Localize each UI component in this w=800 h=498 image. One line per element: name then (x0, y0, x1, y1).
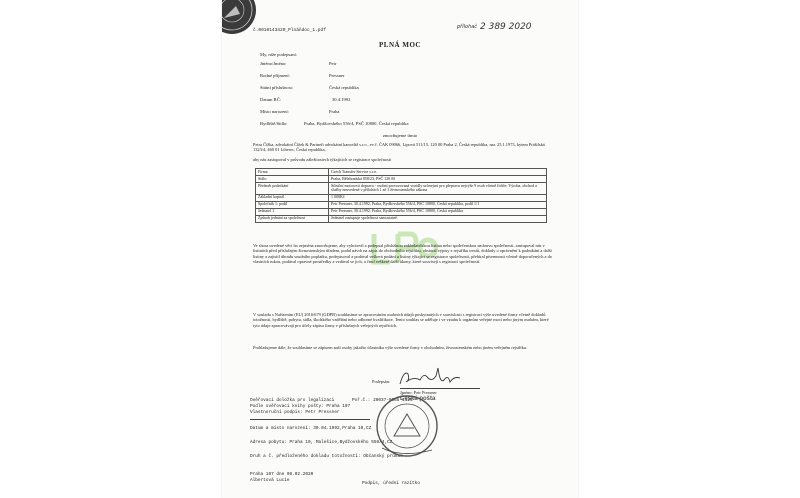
authorization-paragraph: Ve shora uvedené věci ho zejména zmocňujeme, aby vyhotovil a podepsal příslušnou zakladatelskou listinu nebo společenskou smlouvu společnosti, zastupoval nás v listinách před příslušným živnostenským úřadem, podal návrh na zápis do obchodního rejstříku, obstaral výpisy z rejstříku trestů, doklady o oprávnění k podnikání a další listiny a zajistil úhradu soudního poplatku, podepisoval a podával veškerá podání a listiny týkající se registrace společnosti, přebíral písemnosti včetně doporučených a do vlastních rukou, podával opravné prostředky a vzdával se jich, a činil veškeré další úkony, které souvisejí s registrací společnosti. (253, 243, 552, 265)
verification-line-1: Ověřovací doložka pro legalizaci (250, 398, 335, 403)
document-filename: č.0010143420_Plnáňdoc_1.pdf (253, 28, 326, 33)
table-value: Petr Pressner, 30.4.1992, Praha, Bydžovského 556/4, PSČ 10800, Česká republika, podíl 1/1 (329, 201, 547, 208)
table-row (256, 194, 547, 201)
field-label-address: Bydliště/Sídlo: (260, 121, 288, 126)
stamp-signature-caption: Podpis, úřední razítko (362, 481, 420, 486)
field-value-name: Petr (329, 61, 337, 66)
table-key: Firma (256, 169, 329, 176)
field-label-birthplace: Místo narození: (260, 109, 289, 114)
stamp-seal-top-left (222, 0, 256, 44)
table-key: Jednatel 1 (256, 208, 329, 215)
table-key: Způsob jednání za společnost (256, 215, 329, 222)
verification-line-5: Adresa pobytu: Praha 10, Malešice,Bydžovského 556/4,CZ (250, 440, 393, 445)
verification-line-6: Druh a č. předloženého dokladu totožnosti: Občanský průkaz (250, 454, 403, 459)
table-row (256, 201, 547, 208)
table-key: Sídlo (256, 175, 329, 182)
consent-paragraph: Prohlašujeme dále, že souhlasíme se zápisem naší osoby jakožto účastníka výše uvedené firmy v obchodním, živnostenském nebo jiném veřejném rejstříku. (253, 345, 528, 350)
grant-heading: zmocňujeme tímto (382, 133, 418, 138)
field-label-citizenship: Státní příslušnost: (260, 85, 294, 90)
field-label-birthdate: Datum RČ: (260, 97, 282, 102)
table-row (256, 175, 547, 182)
verification-line-7: Praha 107 dne 06.02.2020 (250, 472, 314, 477)
table-value: Praha, Bělehradská 858/23, PSČ 120 00 (329, 175, 547, 182)
verification-line-3: Vlastnoruční podpis: Petr Pressner (250, 410, 340, 415)
gdpr-paragraph: V souladu s Nařízením (EU) 2016/679 (GDPR) souhlasíme se zpracováním osobních údajů poskytnutých v souvislosti s registrací výše uvedené firmy včetně dokladů totožnosti, bydliště, pobytu, sídla, školského vzdělání nebo odborné kvalifikace. Tento souhlas se uděluje i ve vztahu k orgánům veřejné moci nebo jiným osobám, které tyto údaje zpracovávají pro účely zápisu firmy v příslušných veřejných rejstřících. (253, 312, 549, 328)
table-value: 1 000Kč (329, 194, 547, 201)
agent-paragraph: Petra Čížka, advokátní Čížek & Partneři advokátní kancelář s.r.o., ev.č. ČAK 09066, Lipová 511/15, 120 00 Praha 2, Česká republika, nar. 25.1.1973, bytem Prášilská 1323/4, 460 01 Liberec, Česká republika, (253, 142, 545, 153)
verification-line-2: Podle ověřovací knihy pošty: Praha 107 (250, 404, 351, 409)
verification-line-4: Datum a místo narození: 30.04.1992,Praha 10,CZ (250, 426, 372, 431)
field-value-citizenship: Česká republika (329, 85, 359, 90)
table-value: Jednatel zastupuje společnost samostatně. (329, 215, 547, 222)
field-label-surname: Rodné příjmení: (260, 73, 290, 78)
company-table (255, 168, 547, 223)
handwritten-signature-icon (398, 366, 468, 390)
handwritten-prefix: přílohač (457, 24, 478, 30)
table-key: Společník 1; podíl (256, 201, 329, 208)
document-title: PLNÁ MOC (379, 41, 421, 49)
table-row (256, 208, 547, 215)
verification-line-8: Albertová Lucie (250, 478, 290, 483)
field-value-surname: Pressner (329, 73, 345, 78)
table-row (256, 169, 547, 176)
signature-label: Podepsán: (372, 379, 391, 384)
table-value: Petr Pressner, 30.4.1992, Praha, Bydžovského 556/4, PSČ 10800, Česká republika (329, 208, 547, 215)
table-key: Základní kapitál (256, 194, 329, 201)
field-value-birthplace: Praha (329, 109, 340, 114)
scope-paragraph: aby nás zastupoval v průvodu záležitostech týkajících se registrace společnosti (253, 157, 392, 162)
verification-divider (250, 419, 370, 420)
field-value-birthdate: 30.4.1992 (332, 97, 351, 102)
signatory-name: Jméno: Petr Pressner (400, 390, 437, 395)
handwritten-reference: 2 389 2020 (480, 22, 532, 32)
verification-number: Poř.č.: 20037-0085-1125 (352, 398, 413, 403)
table-value: Silniční motorová doprava - osobní provozovaná vozidly určenými pro přepravu nejvýše 9 osob včetně řidiče; Výroba, obchod a služby neuvedené v přílohách 1 až 3 živnostenského zákona (329, 182, 547, 194)
document-page (222, 0, 578, 498)
table-key: Předmět podnikání (256, 182, 329, 194)
postal-stamp-text: Česká pošta (400, 396, 436, 402)
table-row (256, 182, 547, 194)
field-label-name: Jméno/Jméno: (260, 61, 287, 66)
table-row (256, 215, 547, 222)
table-value: Czech Transfer Service s.r.o. (329, 169, 547, 176)
field-value-address: Praha, Bydžovského 556/4, PSČ 10800, Česká republika (304, 121, 409, 126)
intro-text: My, níže podepsaní: (260, 52, 298, 57)
